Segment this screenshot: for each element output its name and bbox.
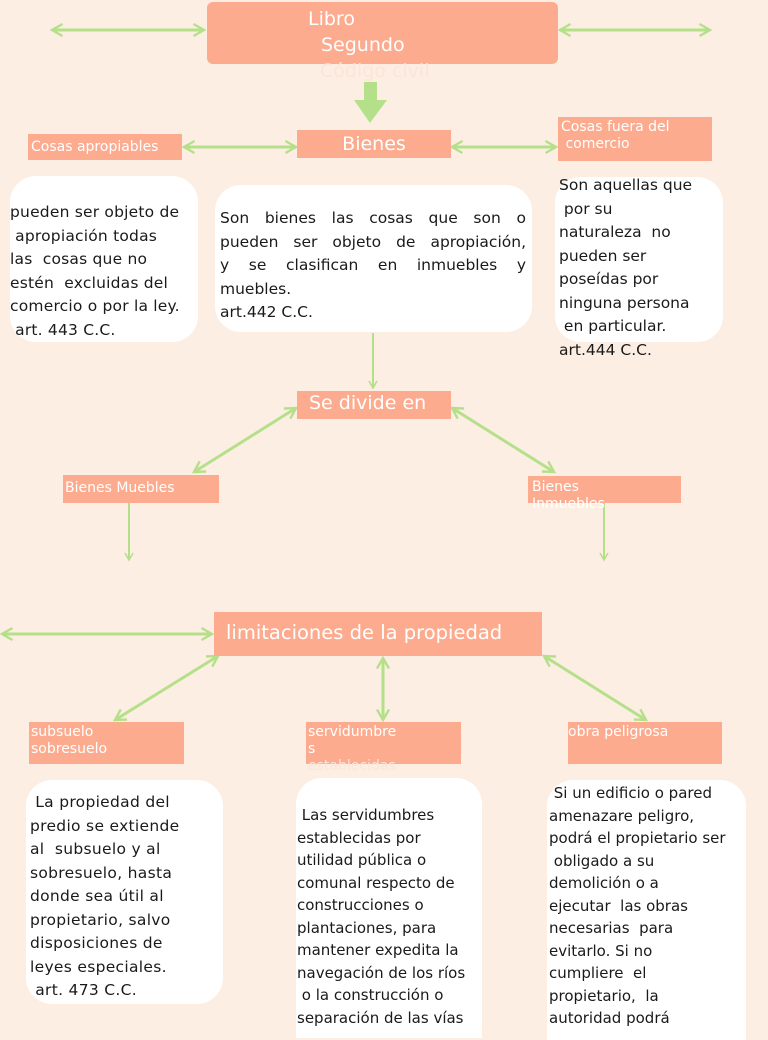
limitaciones-box bbox=[214, 612, 542, 656]
fuera-comercio-line-2: comercio bbox=[561, 136, 630, 152]
arrow-divide-muebles bbox=[194, 408, 296, 472]
title-line-2: Segundo bbox=[321, 34, 405, 56]
card-obra-line: podrá el propietario ser bbox=[549, 829, 726, 847]
bienes-label: Bienes bbox=[342, 133, 406, 155]
servidumbres-line-2: s bbox=[308, 741, 316, 757]
card-subsuelo-line: donde sea útil al bbox=[30, 887, 164, 905]
card-obra bbox=[547, 780, 746, 1040]
card-apropiables-line: apropiación todas bbox=[10, 226, 158, 245]
card-obra-line: obligado a su bbox=[549, 851, 655, 870]
card-obra-line: Si un edificio o pared bbox=[549, 784, 712, 802]
card-subsuelo-line: disposiciones de bbox=[30, 934, 163, 952]
thick-arrow-shaft bbox=[364, 82, 377, 104]
card-obra-line: necesarias para bbox=[549, 919, 674, 937]
inmuebles-box bbox=[528, 476, 681, 512]
card-obra-line: demolición o a bbox=[549, 874, 659, 892]
card-subsuelo-line: art. 473 C.C. bbox=[30, 981, 137, 999]
card-servidumbres-line: o la construcción o bbox=[297, 986, 444, 1004]
servidumbres-line-1: servidumbre bbox=[308, 724, 397, 740]
muebles-box bbox=[63, 475, 219, 503]
card-apropiables-line: pueden ser objeto de bbox=[10, 203, 180, 221]
obra-box bbox=[568, 722, 722, 764]
card-servidumbres bbox=[296, 778, 482, 1038]
apropiables-box bbox=[28, 134, 182, 160]
inmuebles-line-1: Bienes bbox=[532, 479, 579, 495]
card-bienes-line: art.442 C.C. bbox=[220, 303, 313, 321]
card-servidumbres-line: mantener expedita la bbox=[297, 941, 459, 959]
card-fuera-line: Son aquellas que bbox=[559, 176, 693, 194]
bienes-box bbox=[297, 130, 451, 158]
card-fuera-line: naturaleza no bbox=[559, 223, 671, 241]
arrow-lim-subsuelo bbox=[115, 656, 218, 720]
card-apropiables-line: las cosas que no bbox=[10, 250, 148, 268]
fuera-comercio-box bbox=[558, 117, 712, 161]
card-subsuelo-line: al subsuelo y al bbox=[30, 840, 161, 858]
card-servidumbres-line: navegación de los ríos bbox=[297, 963, 466, 982]
card-bienes-line: y se clasifican en inmuebles y bbox=[220, 256, 526, 274]
card-servidumbres-line: separación de las vías bbox=[297, 1008, 464, 1027]
thick-arrow-head bbox=[354, 100, 387, 123]
card-servidumbres-line: construcciones o bbox=[297, 896, 424, 914]
card-fuera-line: ninguna persona bbox=[559, 293, 690, 312]
card-fuera-line: por su bbox=[559, 199, 613, 218]
fuera-comercio-line-1: Cosas fuera del bbox=[561, 119, 670, 135]
card-bienes bbox=[215, 185, 532, 332]
card-apropiables-line: art. 443 C.C. bbox=[10, 320, 116, 339]
card-fuera-comercio bbox=[555, 176, 723, 359]
card-bienes-line: pueden ser objeto de apropiación, bbox=[220, 232, 526, 251]
limitaciones-label: limitaciones de la propiedad bbox=[226, 621, 503, 644]
card-subsuelo-line: predio se extiende bbox=[30, 816, 180, 835]
card-servidumbres-line: plantaciones, para bbox=[297, 918, 437, 937]
title-line-3: Código civil bbox=[320, 60, 430, 82]
card-subsuelo-line: propietario, salvo bbox=[30, 910, 171, 929]
card-apropiables bbox=[10, 176, 198, 342]
title-box bbox=[207, 2, 558, 82]
subsuelo-line-1: subsuelo bbox=[31, 724, 94, 740]
arrow-divide-inmuebles bbox=[452, 408, 554, 472]
muebles-label: Bienes Muebles bbox=[65, 480, 175, 496]
card-bienes-line: muebles. bbox=[220, 279, 292, 298]
card-subsuelo-line: La propiedad del bbox=[30, 793, 170, 811]
card-obra-line: evitarlo. Si no bbox=[549, 941, 653, 960]
card-fuera-line: pueden ser bbox=[559, 246, 647, 265]
card-subsuelo-line: sobresuelo, hasta bbox=[30, 863, 173, 882]
card-fuera-line: en particular. bbox=[559, 317, 667, 335]
card-obra-line: propietario, la bbox=[549, 986, 659, 1005]
card-apropiables-line: estén excluidas del bbox=[10, 273, 169, 292]
arrow-lim-obra bbox=[544, 656, 646, 720]
card-obra-line: amenazare peligro, bbox=[549, 806, 695, 825]
card-fuera-line: art.444 C.C. bbox=[559, 340, 652, 359]
card-servidumbres-line: Las servidumbres bbox=[297, 806, 435, 824]
subsuelo-line-2: sobresuelo bbox=[31, 741, 108, 757]
card-apropiables-line: comercio o por la ley. bbox=[10, 297, 180, 315]
card-servidumbres-line: utilidad pública o bbox=[297, 851, 427, 869]
card-servidumbres-line: comunal respecto de bbox=[297, 873, 455, 892]
apropiables-label: Cosas apropiables bbox=[31, 139, 159, 155]
card-subsuelo bbox=[26, 780, 223, 1004]
card-obra-line: cumpliere el bbox=[549, 964, 647, 982]
card-obra-line: autoridad podrá bbox=[549, 1009, 670, 1027]
card-obra-line: ejecutar las obras bbox=[549, 896, 688, 915]
se-divide-label: Se divide en bbox=[309, 392, 427, 414]
subsuelo-box bbox=[29, 722, 184, 764]
card-subsuelo-line: leyes especiales. bbox=[30, 957, 167, 976]
servidumbres-box bbox=[306, 722, 461, 774]
obra-label: obra peligrosa bbox=[568, 724, 669, 740]
card-servidumbres-line: establecidas por bbox=[297, 828, 421, 847]
title-line-1: Libro bbox=[308, 8, 355, 30]
inmuebles-line-2: Inmuebles bbox=[532, 496, 605, 512]
se-divide-box bbox=[297, 391, 451, 419]
card-bienes-line: Son bienes las cosas que son o bbox=[220, 209, 526, 227]
card-fuera-line: poseídas por bbox=[559, 270, 659, 288]
servidumbres-line-3: establecidas bbox=[308, 758, 396, 774]
